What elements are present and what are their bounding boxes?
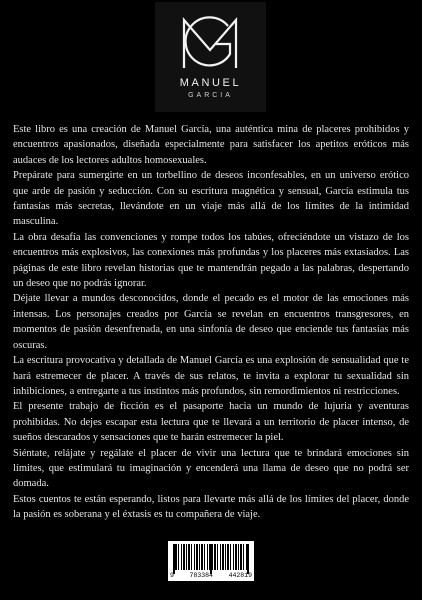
paragraph: Estos cuentos te están esperando, listos para llevarte más allá de los límites del placer, donde la pasión es soberana y el éxtasis es tu compañera de viaje.	[13, 493, 409, 521]
paragraph: Este libro es una creación de Manuel García, una auténtica mina de placeres prohibidos y encuentros apasionados, diseñada especialmente para satisfacer los apetitos eróticos más audaces de los lectores adultos homosexuales.	[13, 124, 409, 166]
barcode-digit-lead: 9	[170, 572, 174, 579]
paragraph: Prepárate para sumergirte en un torbellino de deseos inconfesables, en un universo erótico que arde de pasión y seducción. Con su escritura magnética y sensual, García estimula tus fantasías más secretas, llevándote en un viaje más allá de los límites de la intimidad masculina.	[13, 170, 409, 228]
isbn-barcode	[168, 541, 254, 581]
mg-monogram-icon	[178, 14, 242, 72]
paragraph: El presente trabajo de ficción es el pasaporte hacia un mundo de lujuria y aventuras prohibidas. No dejes escapar esta lectura que te llevará a un territorio de placer intenso, de sueños descarados y sensaciones que te harán estremecer la piel.	[13, 401, 409, 444]
paragraph: Déjate llevar a mundos desconocidos, donde el pecado es el motor de las emociones más intensas. Los personajes creados por García se revelan en encuentros transgresores, en momentos de pasión desenfrenada, en una sinfonía de deseo que enciende tus fantasías más oscuras.	[13, 293, 409, 351]
barcode-guard	[173, 544, 175, 574]
author-logo	[155, 2, 266, 112]
barcode-guard	[247, 544, 249, 574]
barcode-digits-right: 442819	[228, 572, 252, 579]
author-name: MANUEL	[179, 77, 242, 89]
barcode-digits-left: 783384	[189, 572, 213, 579]
paragraph: Siéntate, relájate y regálate el placer de vivir una lectura que te brindará emociones sin límites, que estimulará tu imaginación y encenderá una llama de deseo que no podrá ser domada.	[13, 447, 409, 490]
paragraph: La obra desafía las convenciones y rompe todos los tabúes, ofreciéndote un vistazo de los encuentros más explosivos, las conexiones más profundas y los placeres más extasiados. Las páginas de este libro revelan historias que te mantendrán pegado a las palabras, despertando un deseo que no podrás ignorar.	[13, 231, 409, 290]
barcode-guard	[210, 544, 212, 574]
paragraph: La escritura provocativa y detallada de Manuel García es una explosión de sensualidad que te hará estremecer de placer. A través de sus relatos, te invita a explorar tu sexualidad sin inhibiciones, a entregarte a tus instintos más profundos, sin remordimientos ni restricciones.	[13, 355, 409, 397]
barcode-digits	[168, 572, 254, 580]
back-cover-text	[13, 122, 409, 523]
author-surname: GARCIA	[188, 92, 233, 99]
